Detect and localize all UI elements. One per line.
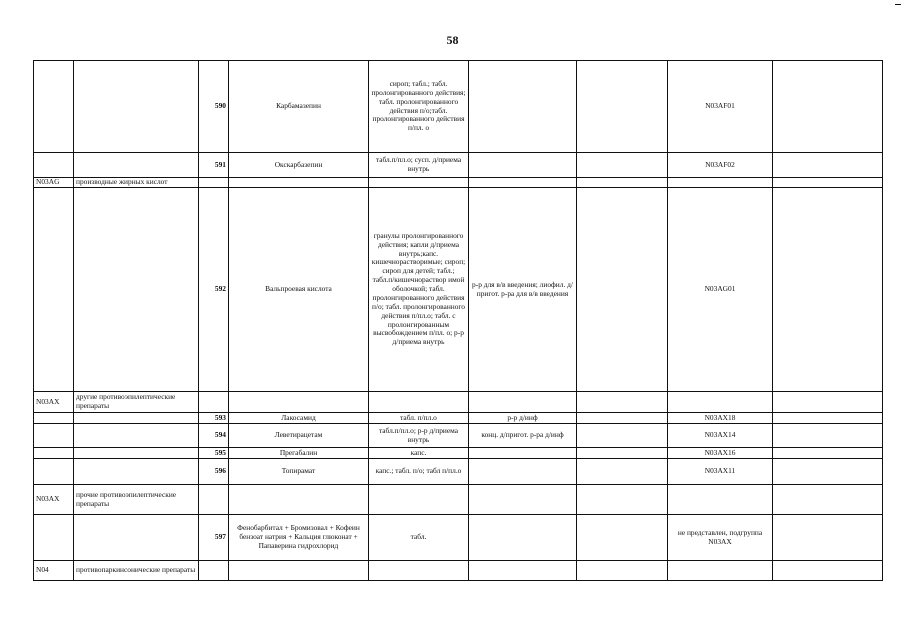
dosage-form-hospital <box>469 515 577 561</box>
empty-cell <box>469 485 577 515</box>
atc-code: N03AG01 <box>668 188 773 392</box>
empty-cell <box>577 424 668 448</box>
group-name <box>74 448 199 459</box>
empty-cell <box>773 413 883 424</box>
group-name <box>74 61 199 153</box>
atc-group-code <box>34 424 74 448</box>
drug-name: Леветирацетам <box>229 424 369 448</box>
drug-name: Топирамат <box>229 459 369 485</box>
atc-code: N03AX18 <box>668 413 773 424</box>
group-name <box>74 515 199 561</box>
atc-code: не представлен, подгруппа N03AX <box>668 515 773 561</box>
atc-group-code <box>34 413 74 424</box>
empty-cell <box>773 515 883 561</box>
group-name <box>74 459 199 485</box>
dosage-form-hospital <box>469 459 577 485</box>
empty-cell <box>668 178 773 188</box>
drug-name: Прегабалин <box>229 448 369 459</box>
empty-cell <box>199 178 229 188</box>
empty-cell <box>199 392 229 413</box>
empty-cell <box>577 485 668 515</box>
empty-cell <box>668 392 773 413</box>
atc-group-code: N03AX <box>34 485 74 515</box>
empty-cell <box>773 178 883 188</box>
drug-name: Фенобарбитал + Бромизовал + Кофеин бензоат натрия + Кальция глюконат + Папаверина гидрохлорид <box>229 515 369 561</box>
corner-mark <box>895 4 901 5</box>
atc-code: N03AF01 <box>668 61 773 153</box>
group-name <box>74 153 199 178</box>
table-row <box>34 61 883 153</box>
dosage-form: сироп; табл.; табл. пролонгированного действия; табл. пролонгированного действия п/о;табл. пролонгированного действия п/пл. о <box>369 61 469 153</box>
atc-code: N03AX16 <box>668 448 773 459</box>
empty-cell <box>229 178 369 188</box>
dosage-form-hospital <box>469 448 577 459</box>
empty-cell <box>369 178 469 188</box>
table-row <box>34 153 883 178</box>
table-row <box>34 448 883 459</box>
empty-cell <box>199 485 229 515</box>
atc-group-code <box>34 61 74 153</box>
row-number: 590 <box>199 61 229 153</box>
drug-name: Вальпроевая кислота <box>229 188 369 392</box>
drug-name: Лакосамид <box>229 413 369 424</box>
empty-cell <box>577 561 668 581</box>
atc-group-code <box>34 515 74 561</box>
empty-cell <box>229 485 369 515</box>
table-row <box>34 485 883 515</box>
empty-cell <box>577 153 668 178</box>
empty-cell <box>229 561 369 581</box>
row-number: 592 <box>199 188 229 392</box>
table-row <box>34 188 883 392</box>
table-row <box>34 178 883 188</box>
empty-cell <box>577 515 668 561</box>
dosage-form-hospital <box>469 61 577 153</box>
empty-cell <box>773 561 883 581</box>
dosage-form: табл. <box>369 515 469 561</box>
empty-cell <box>773 485 883 515</box>
empty-cell <box>369 392 469 413</box>
drug-table <box>33 60 883 581</box>
empty-cell <box>229 392 369 413</box>
table-row <box>34 515 883 561</box>
empty-cell <box>773 61 883 153</box>
atc-code: N03AF02 <box>668 153 773 178</box>
row-number: 595 <box>199 448 229 459</box>
empty-cell <box>577 459 668 485</box>
row-number: 591 <box>199 153 229 178</box>
empty-cell <box>469 392 577 413</box>
group-name: производные жирных кислот <box>74 178 199 188</box>
page-number: 58 <box>446 33 459 47</box>
empty-cell <box>577 448 668 459</box>
empty-cell <box>773 392 883 413</box>
empty-cell <box>668 561 773 581</box>
empty-cell <box>469 178 577 188</box>
empty-cell <box>773 448 883 459</box>
row-number: 593 <box>199 413 229 424</box>
atc-code: N03AX14 <box>668 424 773 448</box>
empty-cell <box>773 459 883 485</box>
drug-name: Карбамазепин <box>229 61 369 153</box>
atc-group-code: N03AX <box>34 392 74 413</box>
drug-name: Окскарбазепин <box>229 153 369 178</box>
row-number: 594 <box>199 424 229 448</box>
dosage-form: гранулы пролонгированного действия; капли д/приема внутрь;капс. кишечнорастворимые; сироп; сироп для детей; табл.; табл.п/кишечнораствор имой оболочкой; табл. пролонгированного действия п/о; табл. пролонгированного действия п/пл.о; табл. с пролонгированным высвобождением п/пл. о; р-р д/приема внутрь <box>369 188 469 392</box>
empty-cell <box>773 188 883 392</box>
dosage-form: капс.; табл. п/о; табл п/пл.о <box>369 459 469 485</box>
empty-cell <box>773 424 883 448</box>
atc-group-code: N04 <box>34 561 74 581</box>
empty-cell <box>577 188 668 392</box>
group-name: противопаркинсонические препараты <box>74 561 199 581</box>
table-row <box>34 392 883 413</box>
group-name <box>74 424 199 448</box>
empty-cell <box>369 485 469 515</box>
empty-cell <box>369 561 469 581</box>
empty-cell <box>577 178 668 188</box>
empty-cell <box>577 413 668 424</box>
empty-cell <box>469 561 577 581</box>
atc-code: N03AX11 <box>668 459 773 485</box>
atc-group-code <box>34 188 74 392</box>
group-name <box>74 413 199 424</box>
atc-group-code <box>34 459 74 485</box>
dosage-form-hospital: р-р д/инф <box>469 413 577 424</box>
dosage-form: табл.п/пл.о; р-р д/приема внутрь <box>369 424 469 448</box>
dosage-form-hospital: конц. д/пригот. р-ра д/инф <box>469 424 577 448</box>
atc-group-code: N03AG <box>34 178 74 188</box>
table-row <box>34 413 883 424</box>
group-name <box>74 188 199 392</box>
group-name: другие противоэпилептические препараты <box>74 392 199 413</box>
empty-cell <box>668 485 773 515</box>
empty-cell <box>577 61 668 153</box>
dosage-form-hospital <box>469 153 577 178</box>
dosage-form: табл. п/пл.о <box>369 413 469 424</box>
table-row <box>34 561 883 581</box>
empty-cell <box>199 561 229 581</box>
group-name: прочие противоэпилептические препараты <box>74 485 199 515</box>
row-number: 597 <box>199 515 229 561</box>
table-row <box>34 459 883 485</box>
atc-group-code <box>34 448 74 459</box>
empty-cell <box>577 392 668 413</box>
dosage-form-hospital: р-р для в/в введения; лиофил. д/пригот. р-ра для в/в введения <box>469 188 577 392</box>
table-row <box>34 424 883 448</box>
row-number: 596 <box>199 459 229 485</box>
empty-cell <box>773 153 883 178</box>
dosage-form: капс. <box>369 448 469 459</box>
atc-group-code <box>34 153 74 178</box>
dosage-form: табл.п/пл.о; сусп. д/приема внутрь <box>369 153 469 178</box>
